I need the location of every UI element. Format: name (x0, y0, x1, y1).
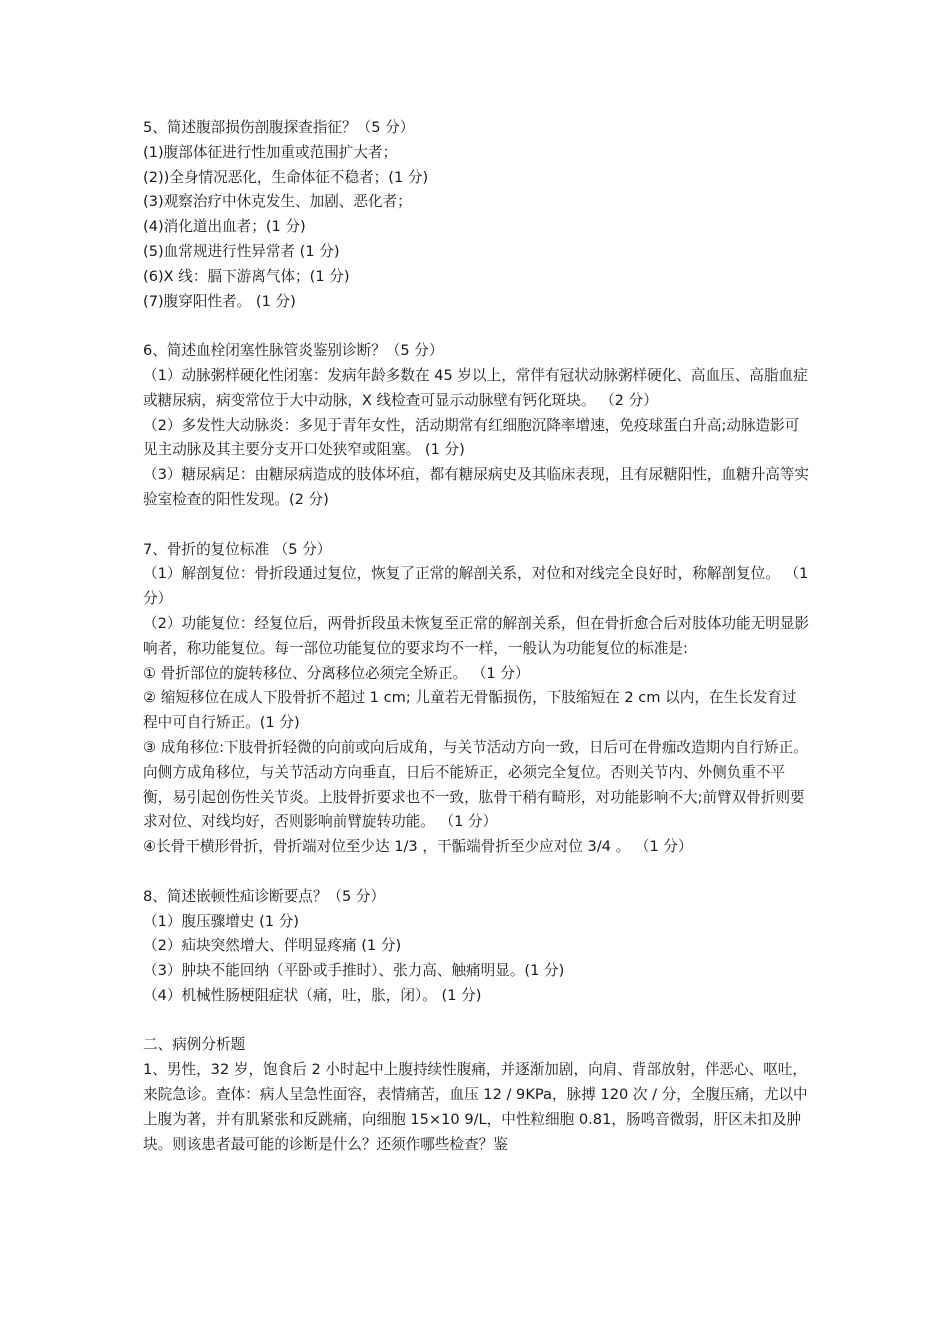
question-7 (143, 538, 811, 860)
section-heading: 二、病例分析题 (143, 1036, 246, 1054)
answer-line: (1)腹部体征进行性加重或范围扩大者； (143, 143, 398, 161)
answer-line: (7)腹穿阳性者。 (1 分) (143, 292, 296, 310)
answer-paragraph: （2）功能复位：经复位后，两骨折段虽未恢复至正常的解剖关系，但在骨折愈合后对肢体功能无明显影响者，称功能复位。每一部位功能复位的要求均不一样，一般认为功能复位的标准是: (143, 614, 810, 657)
case-analysis-section (143, 1033, 811, 1157)
spacer (143, 1009, 811, 1034)
answer-line: (5)血常规进行性异常者 (1 分) (143, 242, 340, 260)
question-8 (143, 885, 811, 1009)
question-heading: 5、简述腹部损伤剖腹探查指征？（5 分） (143, 119, 415, 136)
answer-paragraph: （2）多发性大动脉炎：多见于青年女性，活动期常有红细胞沉降率增速，免疫球蛋白升高;动脉造影可见主动脉及其主要分支开口处狭窄或阻塞。 (1 分) (143, 416, 800, 459)
answer-line: (2))全身情况恶化，生命体征不稳者；(1 分) (143, 168, 429, 186)
question-6 (143, 339, 811, 513)
question-5 (143, 116, 811, 314)
answer-line: （4）机械性肠梗阻症状（痛，吐，胀，闭）。 (1 分) (143, 986, 482, 1004)
answer-line: （3）肿块不能回纳（平卧或手推时）、张力高、触痛明显。(1 分) (143, 962, 565, 980)
document-page (143, 116, 811, 1157)
question-heading: 8、简述嵌顿性疝诊断要点？（5 分） (143, 887, 386, 905)
spacer (143, 513, 811, 538)
answer-line: （2）疝块突然增大、伴明显疼痛 (1 分) (143, 937, 402, 955)
answer-paragraph: （1）动脉粥样硬化性闭塞：发病年龄多数在 45 岁以上，常伴有冠状动脉粥样硬化、高血压、高脂血症或糖尿病，病变常位于大中动脉，X 线检查可显示动脉壁有钙化斑块。 （2 分） (143, 366, 808, 409)
spacer (143, 314, 811, 339)
answer-line: (4)消化道出血者；(1 分) (143, 218, 306, 236)
answer-paragraph: （3）糖尿病足：由糖尿病造成的肢体坏疽，都有糖尿病史及其临床表现，且有尿糖阳性，血糖升高等实验室检查的阳性发现。(2 分) (143, 466, 810, 508)
question-heading: 7、骨折的复位标准 （5 分） (143, 540, 332, 558)
case-paragraph: 1、男性，32 岁，饱食后 2 小时起中上腹持续性腹痛，并逐渐加剧，向肩、背部放射，伴恶心、呕吐，来院急诊。查体：病人呈急性面容，表情痛苦，血压 12 / 9KPa，脉搏 120 次 / 分，全腹压痛，尤以中上腹为著，并有肌紧张和反跳痛，向细胞 15×10 9/L，中性粒细胞 0.81，肠鸣音微弱，肝区未扣及肿块。则该患者最可能的诊断是什么？还须作哪些检查？鉴 (143, 1061, 808, 1153)
answer-paragraph: ④长骨干横形骨折，骨折端对位至少达 1/3 ，干骺端骨折至少应对位 3/4 。 （1 分） (143, 838, 693, 856)
answer-paragraph: ② 缩短移位在成人下股骨折不超过 1 cm; 儿童若无骨骺损伤，下肢缩短在 2 cm 以内，在生长发育过程中可自行矫正。(1 分) (143, 689, 797, 732)
spacer (143, 860, 811, 885)
answer-paragraph: ① 骨折部位的旋转移位、分离移位必须完全矫正。 （1 分） (143, 664, 530, 682)
answer-line: (6)X 线：膈下游离气体；(1 分) (143, 267, 350, 285)
answer-paragraph: ③ 成角移位:下肢骨折轻微的向前或向后成角，与关节活动方向一致，日后可在骨痂改造期内自行矫正。向侧方成角移位，与关节活动方向垂直，日后不能矫正，必须完全复位。否则关节内、外侧负重不平衡，易引起创伤性关节炎。上肢骨折要求也不一致，肱骨干稍有畸形，对功能影响不大;前臂双骨折则要求对位、对线均好，否则影响前臂旋转功能。 （1 分） (143, 738, 808, 831)
answer-line: (3)观察治疗中休克发生、加剧、恶化者； (143, 193, 412, 211)
answer-paragraph: （1）解剖复位：骨折段通过复位，恢复了正常的解剖关系，对位和对线完全良好时，称解剖复位。 （1 分） (143, 565, 809, 608)
question-heading: 6、简述血栓闭塞性脉管炎鉴别诊断？（5 分） (143, 342, 444, 360)
answer-line: （1）腹压骤增史 (1 分) (143, 912, 299, 930)
